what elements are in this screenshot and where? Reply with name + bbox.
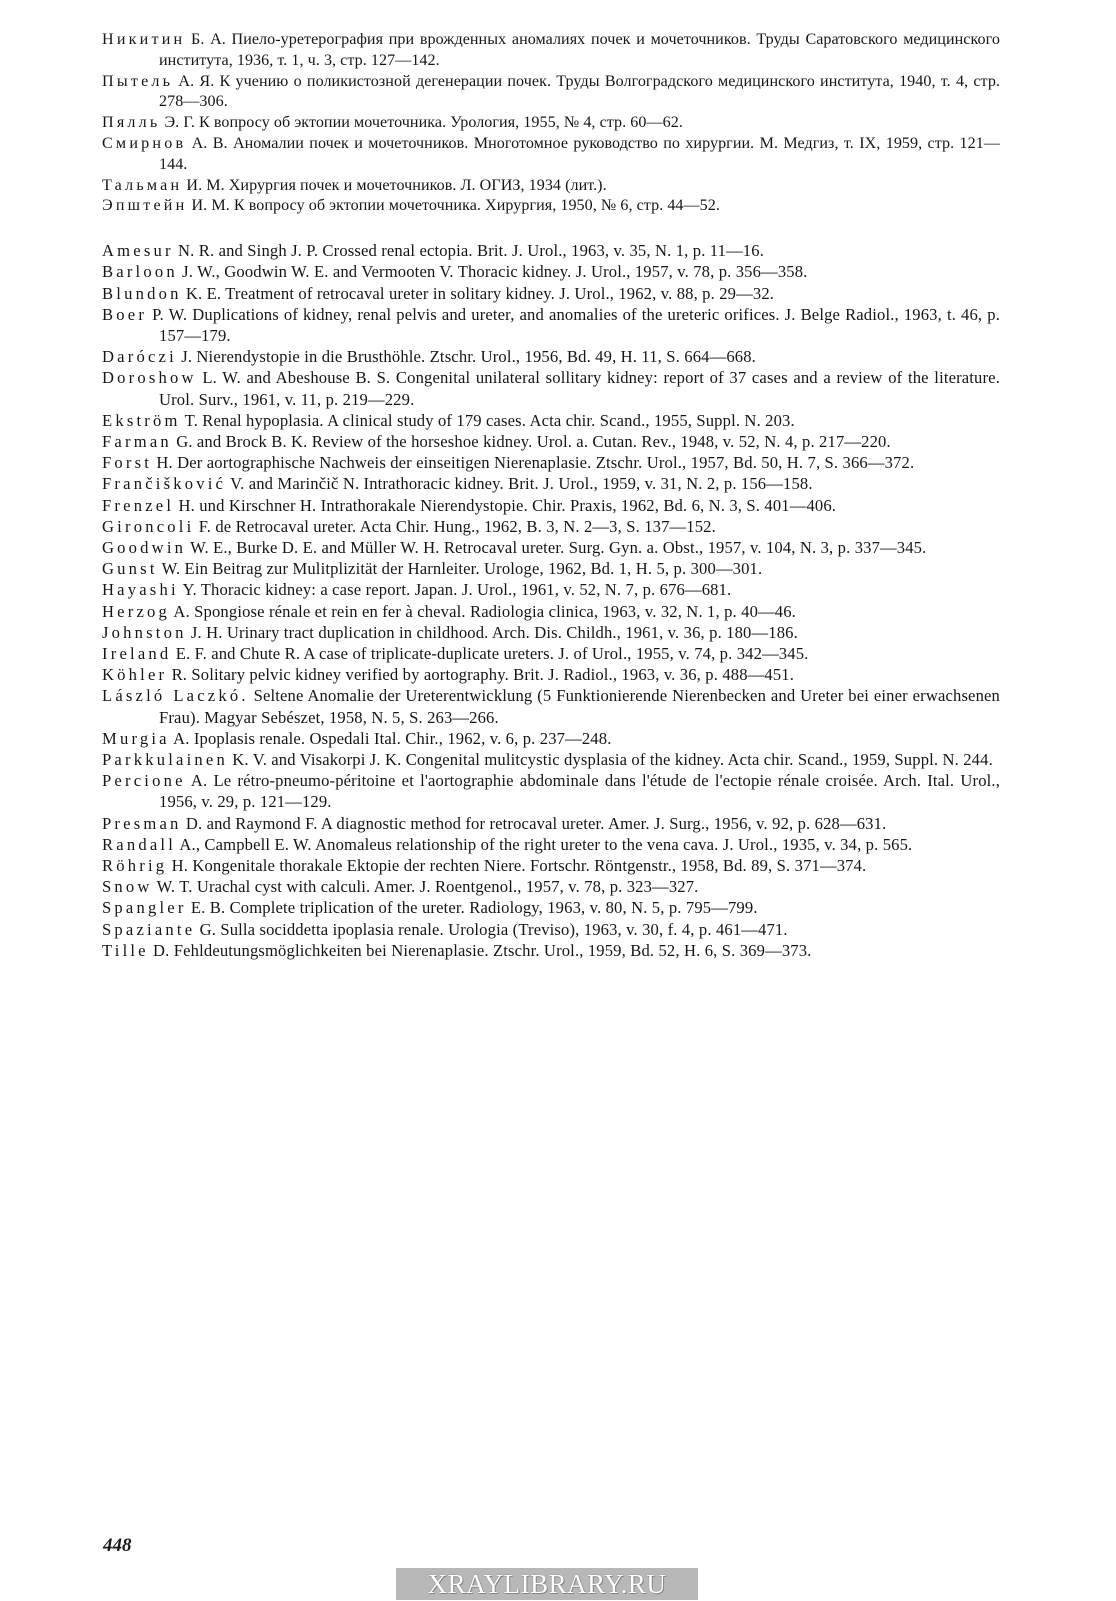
reference-author: Gunst (102, 559, 158, 579)
reference-text: W. Ein Beitrag zur Mulitplizität der Harnleiter. Urologe, 1962, Bd. 1, H. 5, p. 300—301. (157, 559, 763, 579)
reference-author: Randall (102, 834, 177, 854)
reference-text: E. F. and Chute R. A case of triplicate-duplicate ureters. J. of Urol., 1955, v. 74, p. 342—345. (171, 644, 809, 664)
reference-entry (102, 622, 1000, 643)
reference-text: А. В. Аномалии почек и мочеточников. Многотомное руководство по хирургии. М. Медгиз, т. IX, 1959, стр. 121—144. (159, 134, 1000, 173)
reference-text: A. Le rétro-pneumo-péritoine et l'aortographie abdominale dans l'étude de l'ectopie rénale croisée. Arch. Ital. Urol., 1956, v. 29, p. 121—129. (159, 771, 1000, 812)
reference-entry (102, 113, 1000, 134)
reference-entry (102, 473, 1000, 494)
reference-text: A. Spongiose rénale et rein en fer à cheval. Radiologia clinica, 1963, v. 32, N. 1, p. 40—46. (170, 601, 796, 621)
reference-author: Пытель (102, 72, 174, 90)
reference-text: N. R. and Singh J. P. Crossed renal ectopia. Brit. J. Urol., 1963, v. 35, N. 1, p. 11—16. (173, 241, 765, 261)
reference-entry (102, 876, 1000, 897)
reference-entry (102, 897, 1000, 918)
reference-text: A., Campbell E. W. Anomaleus relationship of the right ureter to the vena cava. J. Urol., 1935, v. 34, p. 565. (176, 834, 913, 854)
reference-author: Frančišković (102, 474, 227, 494)
reference-text: E. B. Complete triplication of the ureter. Radiology, 1963, v. 80, N. 5, p. 795—799. (186, 898, 758, 918)
reference-author: László Laczkó. (102, 686, 249, 706)
reference-text: И. М. К вопросу об эктопии мочеточника. Хирургия, 1950, № 6, стр. 44—52. (187, 197, 720, 215)
reference-author: Spangler (102, 898, 187, 918)
reference-entry (102, 558, 1000, 579)
reference-author: Blundon (102, 283, 182, 303)
reference-author: Presman (102, 813, 182, 833)
reference-author: Forst (102, 453, 153, 473)
reference-entry (102, 283, 1000, 304)
reference-entry (102, 728, 1000, 749)
reference-entry (102, 240, 1000, 261)
reference-author: Пялль (102, 114, 161, 132)
reference-text: А. Я. К учению о поликистозной дегенерации почек. Труды Волгоградского медицинского института, 1940, т. 4, стр. 278—306. (159, 72, 1000, 111)
reference-author: Percione (102, 771, 186, 791)
reference-text: J. W., Goodwin W. E. and Vermooten V. Thoracic kidney. J. Urol., 1957, v. 78, p. 356—358. (177, 262, 808, 282)
reference-text: H. Kongenitale thorakale Ektopie der rechten Niere. Fortschr. Röntgenstr., 1958, Bd. 89, S. 371—374. (167, 856, 867, 876)
latin-reference-list (102, 240, 1000, 961)
reference-author: Hayashi (102, 580, 179, 600)
reference-author: Köhler (102, 665, 168, 685)
reference-author: Farman (102, 432, 172, 451)
reference-entry (102, 643, 1000, 664)
reference-author: Ireland (102, 644, 172, 664)
reference-text: H. Der aortographische Nachweis der einseitigen Nierenaplasie. Ztschr. Urol., 1957, Bd. 50, H. 7, S. 366—372. (152, 453, 915, 473)
reference-text: H. und Kirschner H. Intrathorakale Nierendystopie. Chir. Praxis, 1962, Bd. 6, N. 3, S. 401—406. (174, 495, 837, 515)
reference-author: Boer (102, 304, 148, 324)
reference-text: Б. А. Пиело-уретерография при врожденных аномалиях почек и мочеточников. Труды Саратовского медицинского института, 1936, т. 1, ч. 3, стр. 127—142. (159, 31, 1000, 69)
reference-author: Murgia (102, 728, 170, 748)
reference-author: Goodwin (102, 538, 187, 558)
reference-entry (102, 261, 1000, 282)
reference-text: V. and Marinčič N. Intrathoracic kidney. Brit. J. Urol., 1959, v. 31, N. 2, p. 156—158. (226, 474, 813, 494)
reference-text: Seltene Anomalie der Ureterentwicklung (5 Funktionierende Nierenbecken and Ureter bei einer erwachsenen Frau). Magyar Sebészet, 1958, N. 5, S. 263—266. (159, 686, 1000, 727)
reference-author: Röhrig (102, 856, 168, 876)
reference-author: Snow (102, 877, 153, 897)
reference-author: Tille (102, 940, 149, 960)
reference-text: F. de Retrocaval ureter. Acta Chir. Hung., 1962, B. 3, N. 2—3, S. 137—152. (194, 516, 716, 536)
reference-entry (102, 410, 1000, 431)
reference-author: Johnston (102, 622, 187, 642)
reference-text: A. Ipoplasis renale. Ospedali Ital. Chir., 1962, v. 6, p. 237—248. (169, 728, 612, 748)
reference-entry (102, 664, 1000, 685)
reference-text: D. Fehldeutungsmöglichkeiten bei Nierenaplasie. Ztschr. Urol., 1959, Bd. 52, H. 6, S. 369—373. (148, 940, 812, 960)
reference-author: Frenzel (102, 495, 175, 515)
reference-author: Тальман (102, 176, 183, 194)
reference-entry (102, 452, 1000, 473)
site-watermark: XRAYLIBRARY.RU (396, 1568, 698, 1600)
reference-author: Barloon (102, 262, 178, 282)
bibliography-page (102, 30, 1000, 961)
reference-text: Э. Г. К вопросу об эктопии мочеточника. Урология, 1955, № 4, стр. 60—62. (160, 114, 683, 132)
reference-text: J. Nierendystopie in die Brusthöhle. Ztschr. Urol., 1956, Bd. 49, H. 11, S. 664—668. (176, 347, 756, 367)
reference-author: Никитин (102, 31, 186, 48)
page-number: 448 (103, 1535, 132, 1556)
reference-author: Amesur (102, 241, 174, 261)
reference-entry (102, 770, 1000, 812)
reference-entry (102, 940, 1000, 961)
reference-text: P. W. Duplications of kidney, renal pelvis and ureter, and anomalies of the ureteric orifices. J. Belge Radiol., 1963, t. 46, p. 157—179. (147, 304, 1000, 345)
reference-entry (102, 30, 1000, 72)
reference-entry (102, 431, 1000, 452)
reference-text: W. E., Burke D. E. and Müller W. H. Retrocaval ureter. Surg. Gyn. a. Obst., 1957, v. 104, N. 3, p. 337—345. (186, 538, 927, 558)
reference-entry (102, 176, 1000, 197)
reference-author: Herzog (102, 601, 171, 621)
reference-entry (102, 304, 1000, 346)
reference-entry (102, 685, 1000, 727)
reference-text: W. T. Urachal cyst with calculi. Amer. J. Roentgenol., 1957, v. 78, p. 323—327. (152, 877, 699, 897)
reference-text: R. Solitary pelvic kidney verified by aortography. Brit. J. Radiol., 1963, v. 36, p. 488—451. (167, 665, 795, 685)
reference-entry (102, 367, 1000, 409)
reference-text: Y. Thoracic kidney: a case report. Japan. J. Urol., 1961, v. 52, N. 7, p. 676—681. (178, 580, 732, 600)
reference-entry (102, 601, 1000, 622)
reference-author: Parkkulainen (102, 750, 228, 770)
reference-entry (102, 813, 1000, 834)
reference-entry (102, 134, 1000, 176)
reference-text: D. and Raymond F. A diagnostic method for retrocaval ureter. Amer. J. Surg., 1956, v. 92, p. 628—631. (181, 813, 887, 833)
reference-text: T. Renal hypoplasia. A clinical study of 179 cases. Acta chir. Scand., 1955, Suppl. N. 203. (180, 410, 795, 430)
reference-entry (102, 516, 1000, 537)
reference-text: И. М. Хирургия почек и мочеточников. Л. ОГИЗ, 1934 (лит.). (182, 176, 607, 194)
reference-entry (102, 855, 1000, 876)
reference-entry (102, 919, 1000, 940)
reference-entry (102, 196, 1000, 217)
reference-entry (102, 537, 1000, 558)
reference-text: K. V. and Visakorpi J. K. Congenital mulitcystic dysplasia of the kidney. Acta chir. Scand., 1959, Suppl. N. 244. (227, 750, 993, 770)
reference-author: Смирнов (102, 134, 187, 152)
reference-author: Ekström (102, 410, 181, 430)
reference-entry (102, 346, 1000, 367)
reference-entry (102, 579, 1000, 600)
reference-author: Daróczi (102, 347, 177, 367)
reference-author: Gironcoli (102, 516, 195, 536)
reference-text: K. E. Treatment of retrocaval ureter in solitary kidney. J. Urol., 1962, v. 88, p. 29—32. (181, 283, 775, 303)
reference-entry (102, 495, 1000, 516)
reference-entry (102, 834, 1000, 855)
russian-reference-list (102, 30, 1000, 217)
reference-author: Эпштейн (102, 197, 188, 215)
reference-entry (102, 749, 1000, 770)
reference-text: L. W. and Abeshouse B. S. Congenital unilateral sollitary kidney: report of 37 cases and a review of the literature. Urol. Surv., 1961, v. 11, p. 219—229. (159, 368, 1000, 409)
reference-author: Doroshow (102, 368, 197, 388)
reference-text: G. and Brock B. K. Review of the horseshoe kidney. Urol. a. Cutan. Rev., 1948, v. 52, N. 4, p. 217—220. (171, 432, 891, 451)
reference-text: G. Sulla sociddetta ipoplasia renale. Urologia (Treviso), 1963, v. 30, f. 4, p. 461—471. (195, 919, 788, 939)
reference-author: Spaziante (102, 919, 196, 939)
reference-entry (102, 72, 1000, 114)
reference-text: J. H. Urinary tract duplication in childhood. Arch. Dis. Childh., 1961, v. 36, p. 180—186. (186, 622, 798, 642)
